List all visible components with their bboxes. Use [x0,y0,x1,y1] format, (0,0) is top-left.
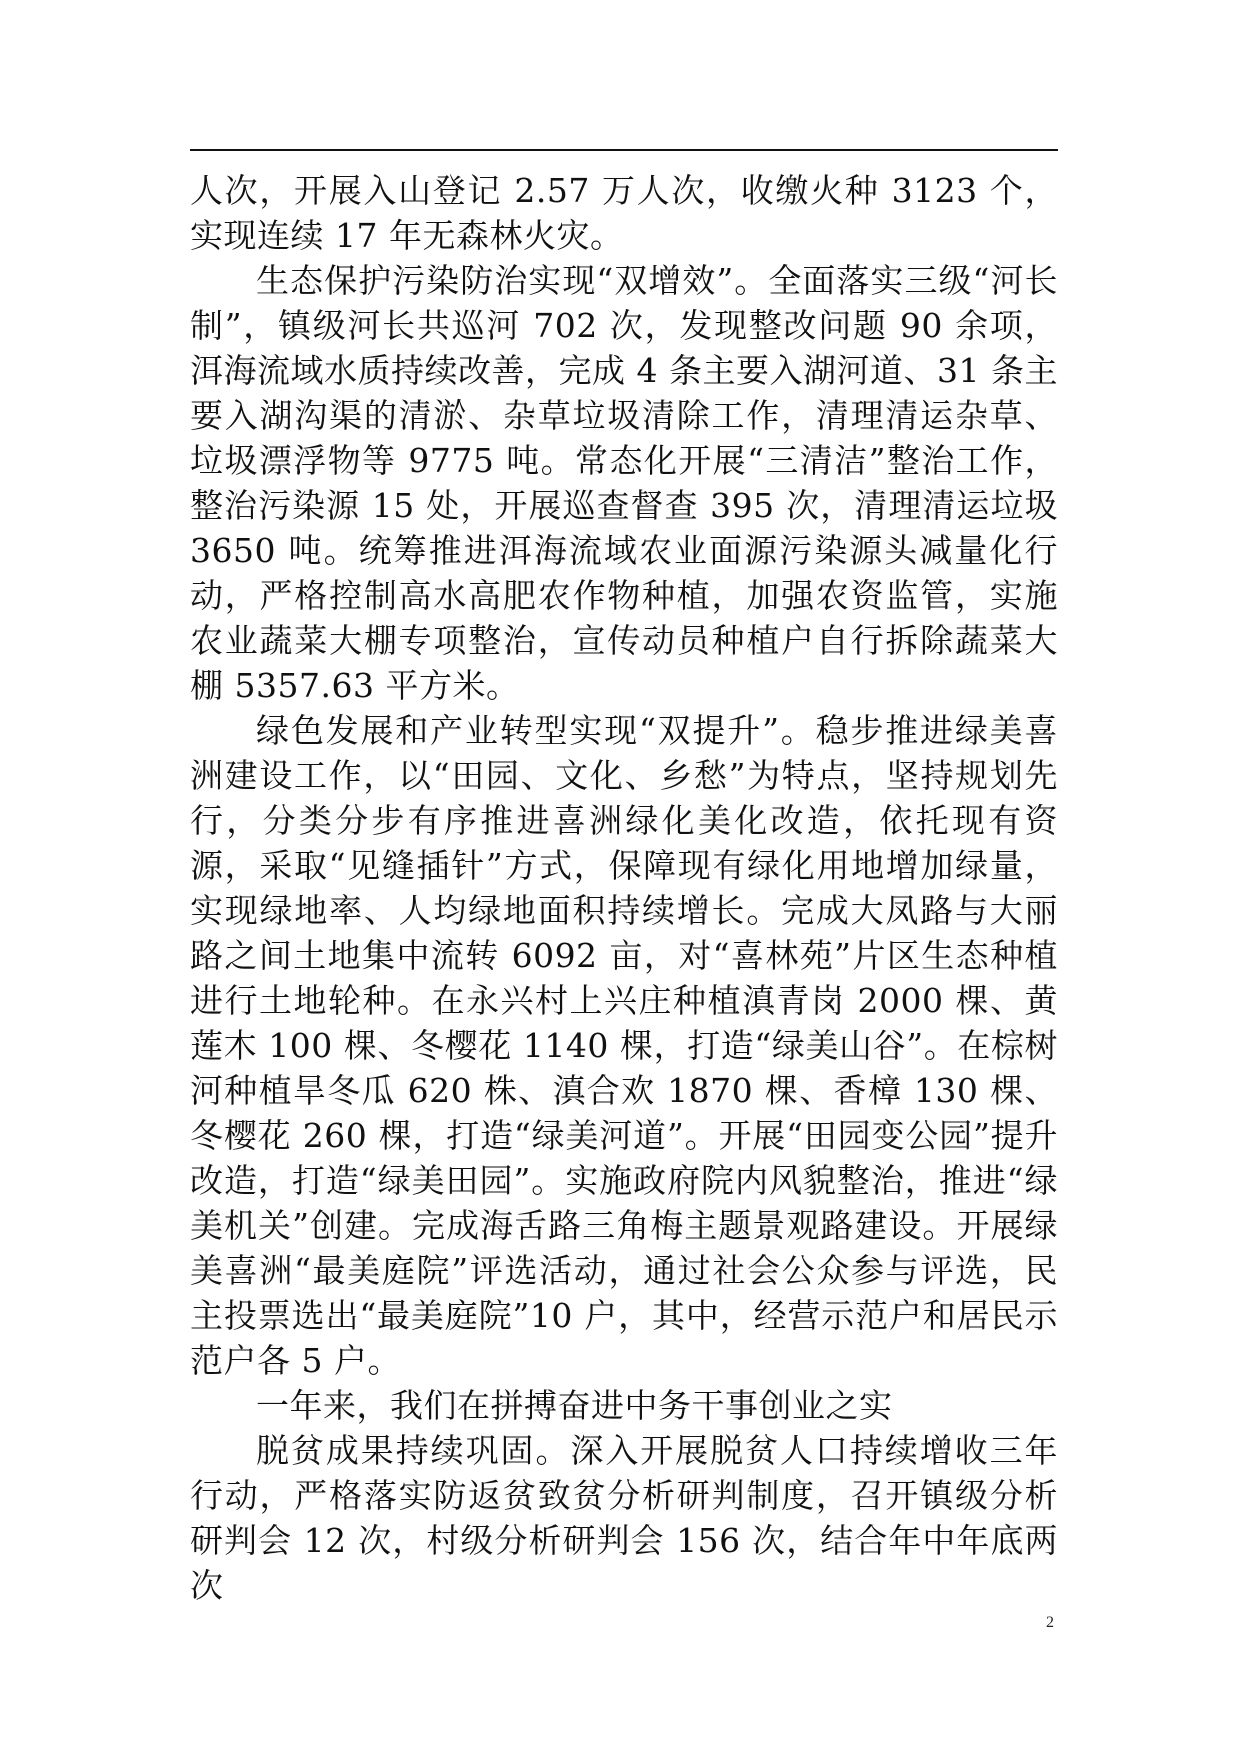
paragraph-green-development: 绿色发展和产业转型实现“双提升”。稳步推进绿美喜洲建设工作，以“田园、文化、乡愁”为特点，坚持规划先行，分类分步有序推进喜洲绿化美化改造，依托现有资源，采取“见缝插针”方式，保障现有绿化用地增加绿量，实现绿地率、人均绿地面积持续增长。完成大凤路与大丽路之间土地集中流转 6092 亩，对“喜林苑”片区生态种植进行土地轮种。在永兴村上兴庄种植滇青岗 2000 棵、黄莲木 100 棵、冬樱花 1140 棵，打造“绿美山谷”。在棕树河种植旱冬瓜 620 株、滇合欢 1870 棵、香樟 130 棵、冬樱花 260 棵，打造“绿美河道”。开展“田园变公园”提升改造，打造“绿美田园”。实施政府院内风貌整治，推进“绿美机关”创建。完成海舌路三角梅主题景观路建设。开展绿美喜洲“最美庭院”评选活动，通过社会公众参与评选，民主投票选出“最美庭院”10 户，其中，经营示范户和居民示范户各 5 户。 [190,711,1058,1380]
document-body [190,168,1058,1608]
page-number: 2 [1046,1614,1054,1631]
paragraph-ecology-protection: 生态保护污染防治实现“双增效”。全面落实三级“河长制”，镇级河长共巡河 702 次，发现整改问题 90 余项，洱海流域水质持续改善，完成 4 条主要入湖河道、31 条主要入湖沟渠的清淤、杂草垃圾清除工作，清理清运杂草、垃圾漂浮物等 9775 吨。常态化开展“三清洁”整治工作，整治污染源 15 处，开展巡查督查 395 次，清理清运垃圾 3650 吨。统筹推进洱海流域农业面源污染源头减量化行动，严格控制高水高肥农作物种植，加强农资监管，实施农业蔬菜大棚专项整治，宣传动员种植户自行拆除蔬菜大棚 5357.63 平方米。 [190,261,1058,705]
paragraph-continuation: 人次，开展入山登记 2.57 万人次，收缴火种 3123 个，实现连续 17 年无森林火灾。 [190,171,1058,255]
paragraph-section-heading: 一年来，我们在拼搏奋进中务干事创业之实 [256,1386,893,1425]
header-rule [190,149,1058,151]
paragraph-poverty-alleviation: 脱贫成果持续巩固。深入开展脱贫人口持续增收三年行动，严格落实防返贫致贫分析研判制度，召开镇级分析研判会 12 次，村级分析研判会 156 次，结合年中年底两次 [190,1431,1058,1605]
